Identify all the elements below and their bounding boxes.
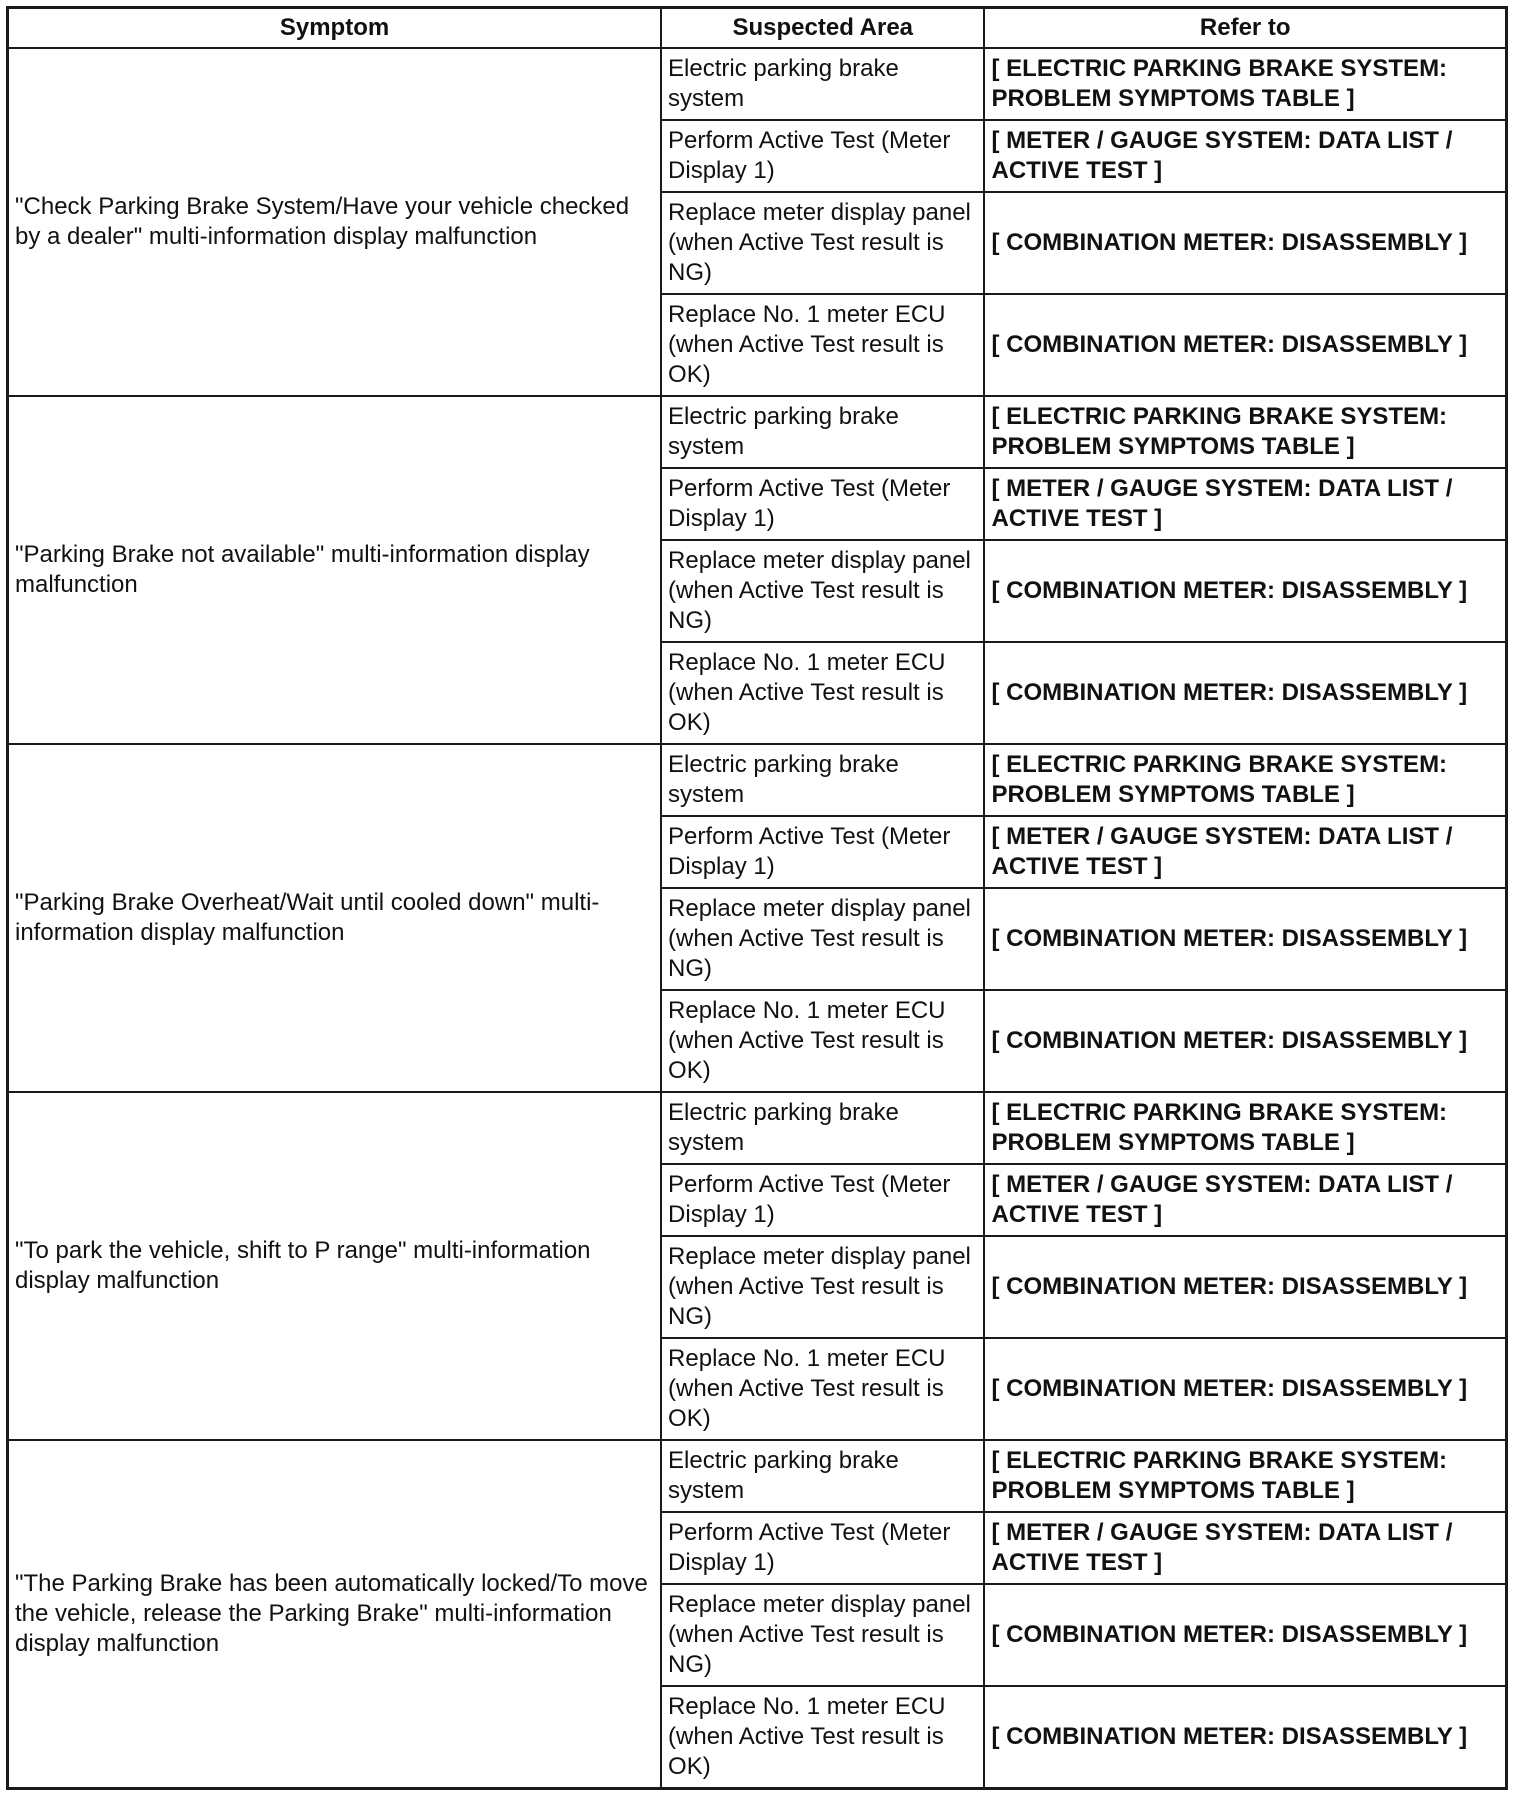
suspected-area-cell: Replace meter display panel (when Active Test result is NG): [661, 540, 984, 642]
refer-to-link[interactable]: [ COMBINATION METER: DISASSEMBLY ]: [984, 1338, 1506, 1440]
refer-to-link[interactable]: [ METER / GAUGE SYSTEM: DATA LIST / ACTIVE TEST ]: [984, 1164, 1506, 1236]
suspected-area-cell: Replace No. 1 meter ECU (when Active Test result is OK): [661, 1338, 984, 1440]
suspected-area-cell: Replace No. 1 meter ECU (when Active Test result is OK): [661, 1686, 984, 1789]
refer-to-link[interactable]: [ METER / GAUGE SYSTEM: DATA LIST / ACTIVE TEST ]: [984, 816, 1506, 888]
refer-to-link[interactable]: [ ELECTRIC PARKING BRAKE SYSTEM: PROBLEM SYMPTOMS TABLE ]: [984, 1092, 1506, 1164]
suspected-area-cell: Electric parking brake system: [661, 744, 984, 816]
refer-to-link[interactable]: [ COMBINATION METER: DISASSEMBLY ]: [984, 192, 1506, 294]
suspected-area-cell: Replace meter display panel (when Active Test result is NG): [661, 1236, 984, 1338]
suspected-area-cell: Replace meter display panel (when Active Test result is NG): [661, 1584, 984, 1686]
suspected-area-cell: Electric parking brake system: [661, 1092, 984, 1164]
header-symptom: Symptom: [8, 8, 662, 49]
table-row: [8, 1092, 1507, 1164]
refer-to-link[interactable]: [ METER / GAUGE SYSTEM: DATA LIST / ACTIVE TEST ]: [984, 120, 1506, 192]
table-row: [8, 48, 1507, 120]
refer-to-link[interactable]: [ COMBINATION METER: DISASSEMBLY ]: [984, 540, 1506, 642]
refer-to-link[interactable]: [ COMBINATION METER: DISASSEMBLY ]: [984, 1584, 1506, 1686]
header-refer-to: Refer to: [984, 8, 1506, 49]
suspected-area-cell: Perform Active Test (Meter Display 1): [661, 816, 984, 888]
refer-to-link[interactable]: [ COMBINATION METER: DISASSEMBLY ]: [984, 990, 1506, 1092]
table-row: [8, 744, 1507, 816]
symptom-table: [6, 6, 1508, 1790]
refer-to-link[interactable]: [ COMBINATION METER: DISASSEMBLY ]: [984, 642, 1506, 744]
refer-to-link[interactable]: [ COMBINATION METER: DISASSEMBLY ]: [984, 294, 1506, 396]
refer-to-link[interactable]: [ COMBINATION METER: DISASSEMBLY ]: [984, 888, 1506, 990]
symptom-cell: "Parking Brake Overheat/Wait until cooled down" multi-information display malfunction: [8, 744, 662, 1092]
symptom-cell: "Parking Brake not available" multi-information display malfunction: [8, 396, 662, 744]
symptom-cell: "The Parking Brake has been automatically locked/To move the vehicle, release the Parking Brake" multi-information display malfunction: [8, 1440, 662, 1789]
suspected-area-cell: Perform Active Test (Meter Display 1): [661, 1164, 984, 1236]
suspected-area-cell: Perform Active Test (Meter Display 1): [661, 468, 984, 540]
header-suspected-area: Suspected Area: [661, 8, 984, 49]
refer-to-link[interactable]: [ METER / GAUGE SYSTEM: DATA LIST / ACTIVE TEST ]: [984, 1512, 1506, 1584]
refer-to-link[interactable]: [ ELECTRIC PARKING BRAKE SYSTEM: PROBLEM SYMPTOMS TABLE ]: [984, 48, 1506, 120]
suspected-area-cell: Perform Active Test (Meter Display 1): [661, 120, 984, 192]
suspected-area-cell: Replace No. 1 meter ECU (when Active Test result is OK): [661, 642, 984, 744]
table-row: [8, 396, 1507, 468]
suspected-area-cell: Replace meter display panel (when Active Test result is NG): [661, 192, 984, 294]
refer-to-link[interactable]: [ COMBINATION METER: DISASSEMBLY ]: [984, 1236, 1506, 1338]
table-row: [8, 1440, 1507, 1512]
refer-to-link[interactable]: [ COMBINATION METER: DISASSEMBLY ]: [984, 1686, 1506, 1789]
refer-to-link[interactable]: [ ELECTRIC PARKING BRAKE SYSTEM: PROBLEM SYMPTOMS TABLE ]: [984, 744, 1506, 816]
suspected-area-cell: Electric parking brake system: [661, 396, 984, 468]
refer-to-link[interactable]: [ METER / GAUGE SYSTEM: DATA LIST / ACTIVE TEST ]: [984, 468, 1506, 540]
suspected-area-cell: Electric parking brake system: [661, 48, 984, 120]
suspected-area-cell: Replace meter display panel (when Active Test result is NG): [661, 888, 984, 990]
refer-to-link[interactable]: [ ELECTRIC PARKING BRAKE SYSTEM: PROBLEM SYMPTOMS TABLE ]: [984, 396, 1506, 468]
symptom-cell: "To park the vehicle, shift to P range" multi-information display malfunction: [8, 1092, 662, 1440]
suspected-area-cell: Replace No. 1 meter ECU (when Active Test result is OK): [661, 990, 984, 1092]
suspected-area-cell: Replace No. 1 meter ECU (when Active Test result is OK): [661, 294, 984, 396]
refer-to-link[interactable]: [ ELECTRIC PARKING BRAKE SYSTEM: PROBLEM SYMPTOMS TABLE ]: [984, 1440, 1506, 1512]
suspected-area-cell: Perform Active Test (Meter Display 1): [661, 1512, 984, 1584]
header-row: [8, 8, 1507, 49]
symptom-cell: "Check Parking Brake System/Have your vehicle checked by a dealer" multi-information display malfunction: [8, 48, 662, 396]
suspected-area-cell: Electric parking brake system: [661, 1440, 984, 1512]
